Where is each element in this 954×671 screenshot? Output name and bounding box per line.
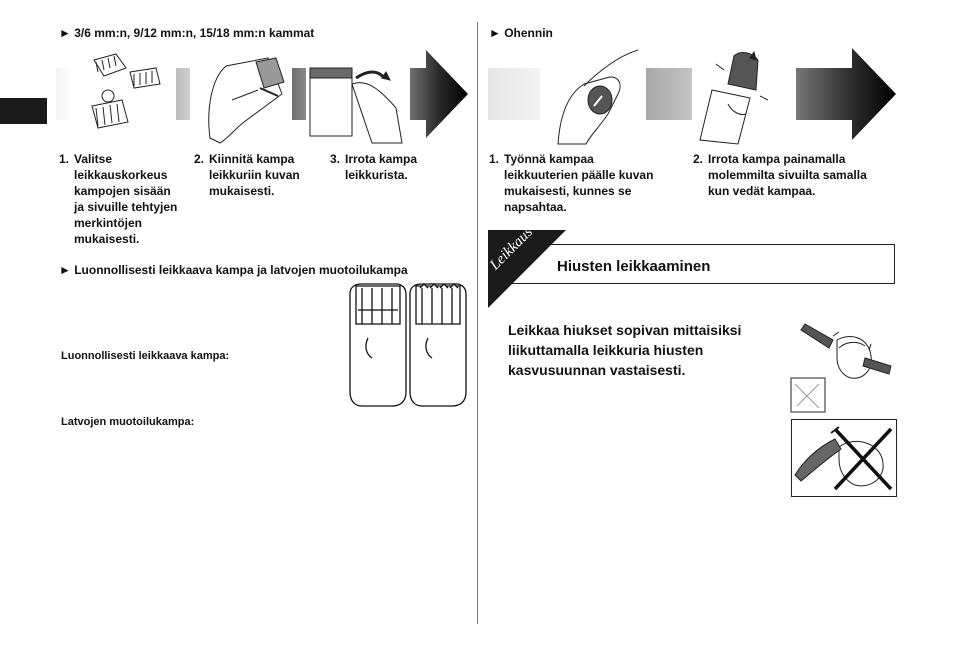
step-number: 2. [194,152,205,166]
step-text: Irrota kampa leikkurista. [345,152,418,182]
two-combs-illustration [344,280,468,408]
step-number: 2. [693,152,704,166]
step-number: 1. [59,152,70,166]
wrong-method-illustration [791,419,897,497]
section-title: Hiusten leikkaaminen [557,258,711,275]
thinner-step-1 [489,151,679,219]
combs-step-3 [330,151,450,185]
step-number: 1. [489,152,500,166]
thinner-heading: ► Ohennin [489,26,553,40]
natural-comb-heading: ► Luonnollisesti leikkaava kampa ja latvojen muotoilukampa [59,263,408,277]
thinner-illustration-strip [488,44,898,144]
combs-illustration-strip [56,48,468,143]
step-number: 3. [330,152,341,166]
natural-comb-label: Luonnollisesti leikkaava kampa: [61,350,230,362]
combs-heading: ► 3/6 mm:n, 9/12 mm:n, 15/18 mm:n kammat [59,26,315,40]
cutting-instruction: Leikkaa hiukset sopivan mittaisiksi liikuttamalla leikkuria hiusten kasvusuunnan vastaisesti. [508,322,742,378]
thinner-step-2 [693,151,903,201]
step-text: Irrota kampa painamalla molemmilta sivuilta samalla kun vedät kampaa. [708,152,867,198]
step-text: Työnnä kampaa leikkuuterien päälle kuvan mukaisesti, kunnes se napsahtaa. [504,152,654,214]
combs-step-2 [194,151,324,201]
step-text: Valitse leikkauskorkeus kampojen sisään ja sivuille tehtyjen merkintöjen mukaisesti. [74,152,178,246]
combs-step-1 [59,151,189,251]
tip-comb-label: Latvojen muotoilukampa: [61,416,195,428]
column-divider [477,22,478,624]
step-text: Kiinnitä kampa leikkuriin kuvan mukaisesti. [209,152,300,198]
page-side-tab [0,98,47,124]
head-cutting-illustration [789,318,899,412]
section-tab-label: Leikkaus [487,224,537,274]
